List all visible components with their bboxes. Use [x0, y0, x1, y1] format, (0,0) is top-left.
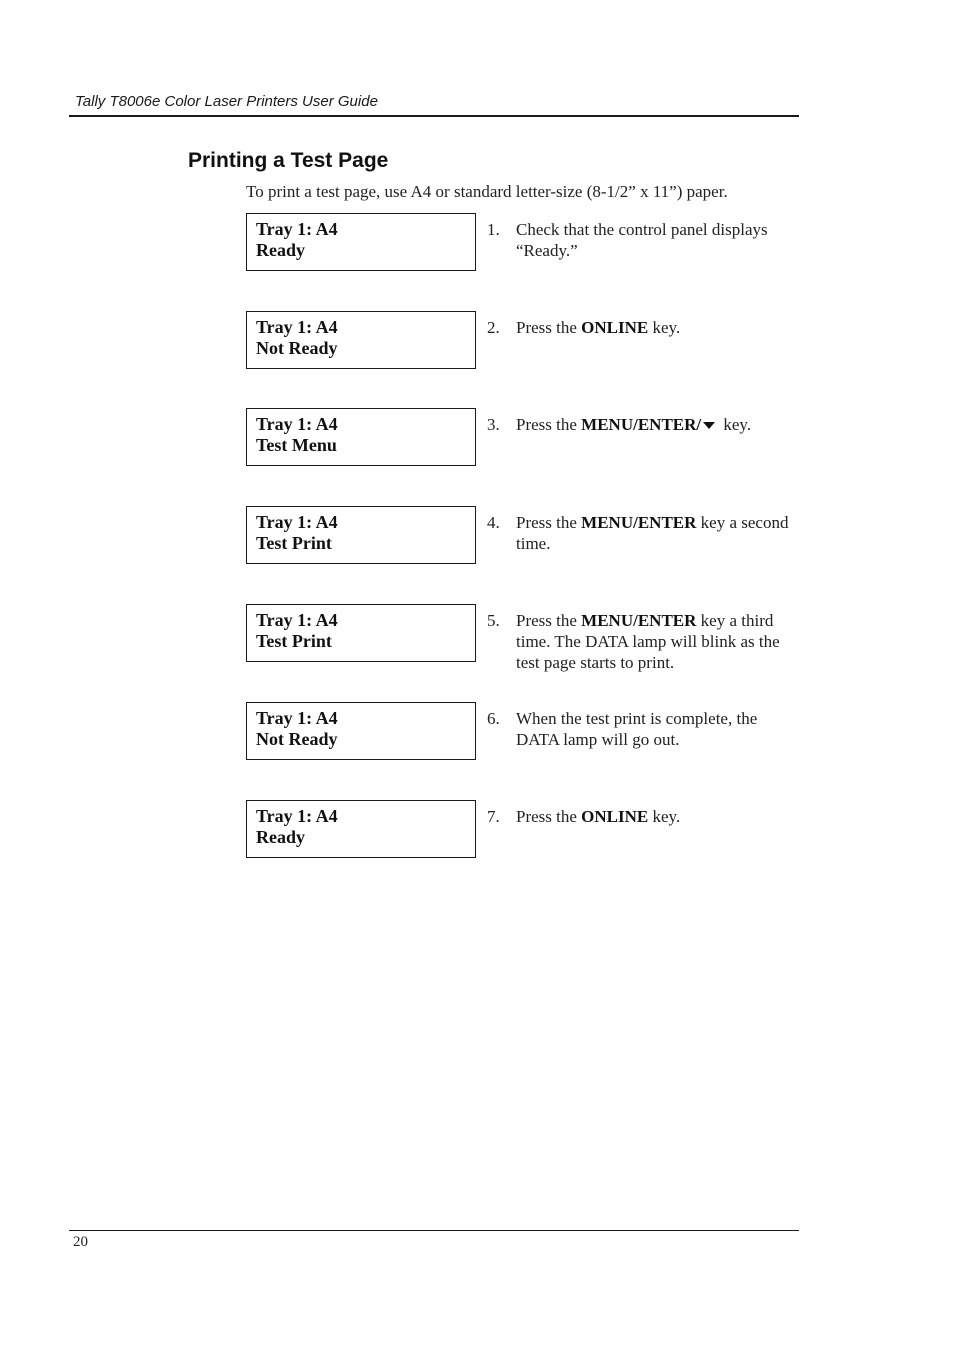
- step-text: Check that the control panel displays “Ready.”: [516, 220, 768, 260]
- lcd-line-2: Test Print: [256, 631, 332, 651]
- step-text-pre: Press the: [516, 318, 582, 337]
- lcd-line-2: Test Print: [256, 533, 332, 553]
- step-text: When the test print is complete, the DATA lamp will go out.: [516, 709, 758, 749]
- step-4: [246, 506, 806, 586]
- step-text: [516, 317, 796, 338]
- intro-paragraph: To print a test page, use A4 or standard letter-size (8-1/2” x 11”) paper.: [246, 182, 728, 201]
- key-name: MENU/ENTER: [581, 513, 697, 532]
- lcd-display: [246, 311, 476, 369]
- step-3: [246, 408, 806, 488]
- key-name: MENU/ENTER/: [581, 415, 702, 434]
- lcd-line-2: Ready: [256, 240, 305, 260]
- lcd-line-1: Tray 1: A4: [256, 708, 338, 728]
- step-number: 4.: [487, 513, 500, 532]
- step-text-post: key.: [648, 807, 681, 826]
- lcd-display: [246, 800, 476, 858]
- step-number: 7.: [487, 807, 500, 826]
- lcd-line-1: Tray 1: A4: [256, 806, 338, 826]
- step-number: 3.: [487, 415, 500, 434]
- step-text-post: key.: [648, 318, 681, 337]
- lcd-display: [246, 213, 476, 271]
- step-number: 1.: [487, 220, 500, 239]
- lcd-line-2: Test Menu: [256, 435, 337, 455]
- step-number: 6.: [487, 709, 500, 728]
- step-text-pre: Press the: [516, 807, 582, 826]
- down-arrow-icon: [703, 422, 715, 429]
- step-number: 5.: [487, 611, 500, 630]
- lcd-line-1: Tray 1: A4: [256, 317, 338, 337]
- step-text: [516, 512, 796, 554]
- step-5: [246, 604, 806, 684]
- step-text-post: key.: [719, 415, 752, 434]
- lcd-display: [246, 506, 476, 564]
- lcd-line-1: Tray 1: A4: [256, 512, 338, 532]
- key-name: ONLINE: [581, 807, 649, 826]
- lcd-display: [246, 408, 476, 466]
- step-text-pre: Press the: [516, 415, 582, 434]
- lcd-line-1: Tray 1: A4: [256, 610, 338, 630]
- lcd-line-2: Not Ready: [256, 729, 338, 749]
- page-number: 20: [73, 1234, 88, 1250]
- key-name: MENU/ENTER: [581, 611, 697, 630]
- step-text-pre: Press the: [516, 513, 582, 532]
- lcd-line-1: Tray 1: A4: [256, 219, 338, 239]
- lcd-line-1: Tray 1: A4: [256, 414, 338, 434]
- lcd-display: [246, 604, 476, 662]
- lcd-line-2: Not Ready: [256, 338, 338, 358]
- step-number: 2.: [487, 318, 500, 337]
- lcd-line-2: Ready: [256, 827, 305, 847]
- step-2: [246, 311, 806, 391]
- step-text: [516, 610, 796, 673]
- step-6: [246, 702, 806, 782]
- header-rule: [69, 115, 799, 117]
- step-text: [516, 414, 796, 435]
- footer-rule: [69, 1230, 799, 1231]
- lcd-display: [246, 702, 476, 760]
- step-text-post: key a third time. The DATA lamp will blink as the test page starts to print.: [516, 611, 780, 672]
- step-1: [246, 213, 806, 293]
- key-name: ONLINE: [581, 318, 649, 337]
- running-header: Tally T8006e Color Laser Printers User Guide: [75, 93, 378, 110]
- step-text-post: key a second time.: [516, 513, 789, 553]
- step-text: [516, 806, 796, 827]
- section-title: Printing a Test Page: [188, 149, 389, 172]
- step-7: [246, 800, 806, 880]
- step-text-pre: Press the: [516, 611, 582, 630]
